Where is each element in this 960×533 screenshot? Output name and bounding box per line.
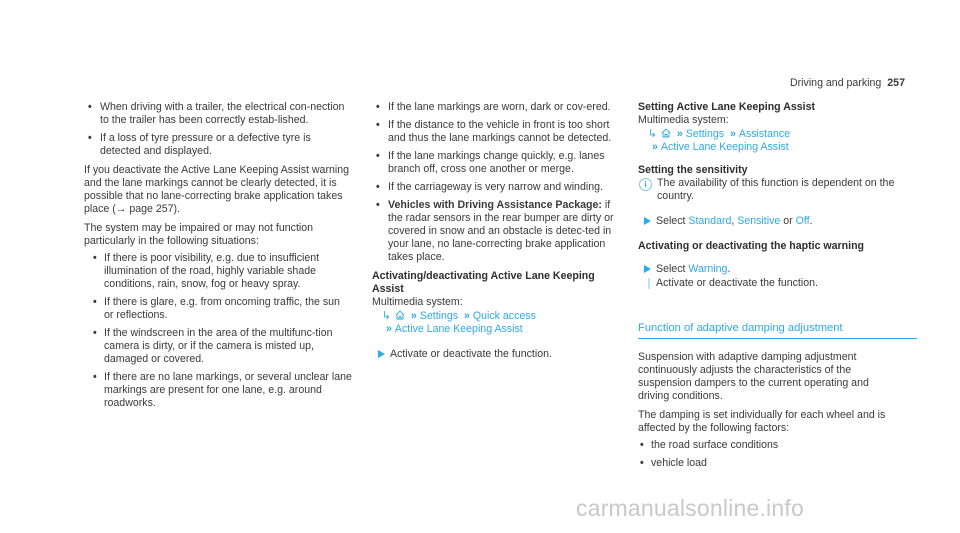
option-warning[interactable]: Warning <box>688 263 728 275</box>
info-icon: i <box>639 178 652 191</box>
list-item: • vehicle load <box>638 457 900 470</box>
home-icon <box>395 310 405 320</box>
list-item: • If there is glare, e.g. from oncoming traffic, the sun or reflections. <box>91 296 352 322</box>
select-prefix: Select <box>656 263 689 275</box>
page-number: 257 <box>887 77 905 89</box>
chevron-right-icon: » <box>410 310 417 322</box>
instruction-step <box>372 348 620 361</box>
paragraph: If you deactivate the Active Lane Keeping Assist warning and the lane markings cannot be clearly detected, it is possible that no lane-correcting brake application takes place (→ page 257). <box>84 164 350 215</box>
menu-item-active-lane-keeping-assist[interactable]: Active Lane Keeping Assist <box>660 141 789 153</box>
list-item: • If a loss of tyre pressure or a defective tyre is detected and displayed. <box>84 132 352 158</box>
column-1 <box>84 101 352 416</box>
list-item: • If the carriageway is very narrow and winding. <box>372 181 620 194</box>
chevron-right-icon: » <box>676 128 683 140</box>
column-2 <box>372 101 620 367</box>
select-prefix: Select <box>656 215 689 227</box>
instruction-step <box>638 263 900 276</box>
situation-list <box>84 252 352 410</box>
menu-path <box>638 128 900 154</box>
heading-setting: Setting Active Lane Keeping Assist <box>638 101 815 113</box>
note-text: The availability of this function is dependent on the country. <box>657 177 895 202</box>
factor-list <box>638 439 900 470</box>
header-section: Driving and parking <box>790 77 882 89</box>
column-3 <box>638 101 900 476</box>
situation-list-continued <box>372 101 620 264</box>
list-item: • If there are no lane markings, or several unclear lane markings are present for one lane, e.g. around roadworks. <box>91 371 352 410</box>
paragraph: Suspension with adaptive damping adjustment continuously adjusts the characteristics of the suspension dampers to the current operating and driving conditions. <box>638 351 869 402</box>
home-icon <box>661 128 671 138</box>
list-item: • If the windscreen in the area of the multifunc-tion camera is dirty, or if the camera is misted up, damaged or covered. <box>91 327 352 366</box>
menu-item-active-lane-keeping-assist[interactable]: Active Lane Keeping Assist <box>394 323 523 335</box>
sentence-end: . <box>727 263 731 275</box>
instruction-step <box>638 215 900 228</box>
list-item: • If the lane markings change quickly, e.g. lanes branch off, cross one another or merge. <box>372 150 620 176</box>
multimedia-label: Multimedia system: <box>372 296 463 308</box>
menu-hook-icon: ↳ <box>382 310 391 322</box>
option-off[interactable]: Off <box>795 215 810 227</box>
condition-list <box>84 101 352 158</box>
chevron-right-icon: » <box>386 323 392 335</box>
multimedia-label: Multimedia system: <box>638 114 729 126</box>
menu-item-quick-access[interactable]: Quick access <box>472 310 536 322</box>
menu-item-settings[interactable]: Settings <box>685 128 725 140</box>
option-sensitive[interactable]: Sensitive <box>737 215 781 227</box>
sentence-end: . <box>809 215 813 227</box>
separator: or <box>780 215 796 227</box>
result-text: Activate or deactivate the function. <box>638 277 900 290</box>
info-note <box>638 177 900 203</box>
heading-haptic-warning: Activating or deactivating the haptic warning <box>638 240 865 252</box>
watermark: carmanualsonline.info <box>576 495 804 521</box>
menu-hook-icon: ↳ <box>648 128 657 140</box>
heading-activating: Activating/deactivating Active Lane Keeping Assist <box>372 270 595 295</box>
running-header <box>790 77 905 90</box>
step-text: Activate or deactivate the function. <box>390 348 552 360</box>
list-item: • If the lane markings are worn, dark or cov-ered. <box>372 101 620 114</box>
list-item: • When driving with a trailer, the electrical con-nection to the trailer has been correctly estab-lished. <box>84 101 352 127</box>
list-item <box>372 199 620 264</box>
menu-item-settings[interactable]: Settings <box>419 310 459 322</box>
menu-item-assistance[interactable]: Assistance <box>738 128 791 140</box>
play-arrow-icon <box>644 265 651 273</box>
menu-path <box>372 310 620 336</box>
heading-sensitivity: Setting the sensitivity <box>638 164 748 176</box>
vehicles-label: Vehicles with Driving Assistance Package: <box>388 199 602 211</box>
section-title: Function of adaptive damping adjustment <box>638 322 917 339</box>
list-item: • If there is poor visibility, e.g. due to insufficient illumination of the road, highly variable shade conditions, rain, snow, fog or heavy spray. <box>91 252 352 291</box>
play-arrow-icon <box>644 217 651 225</box>
vehicles-text: if the radar sensors in the rear bumper are dirty or covered in snow and an obstacle is detec-ted in your lane, no lane-correcting brake application takes place. <box>388 199 614 263</box>
list-item: • If the distance to the vehicle in front is too short and thus the lane markings cannot be detected. <box>372 119 620 145</box>
chevron-right-icon: » <box>652 141 658 153</box>
paragraph: The system may be impaired or may not function particularly in the following situations: <box>84 222 314 247</box>
paragraph: The damping is set individually for each wheel and is affected by the following factors: <box>638 409 886 434</box>
chevron-right-icon: » <box>463 310 470 322</box>
list-item: • the road surface conditions <box>638 439 900 452</box>
option-standard[interactable]: Standard <box>688 215 732 227</box>
separator: , <box>731 215 738 227</box>
chevron-right-icon: » <box>729 128 736 140</box>
play-arrow-icon <box>378 350 385 358</box>
